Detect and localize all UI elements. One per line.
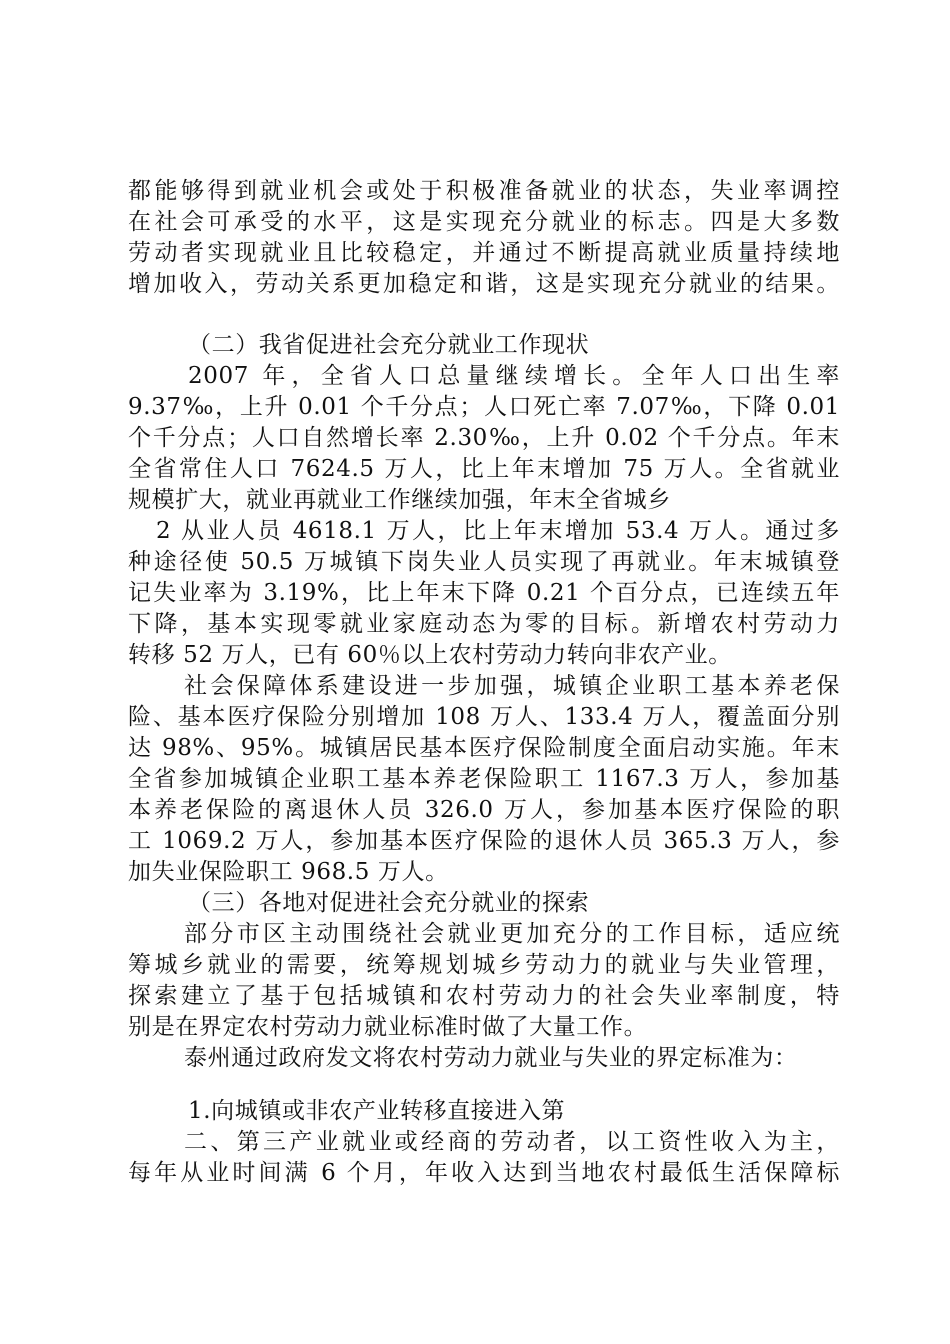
text-line: 达 98%、95%。城镇居民基本医疗保险制度全面启动实施。年末 bbox=[128, 735, 840, 761]
text-line: 个千分点；人口自然增长率 2.30‰，上升 0.02 个千分点。年末 bbox=[128, 425, 840, 451]
spacer bbox=[128, 1074, 840, 1096]
section-heading-2: （二）我省促进社会充分就业工作现状 bbox=[188, 332, 590, 358]
text-line: 每年从业时间满 6 个月，年收入达到当地农村最低生活保障标 bbox=[128, 1160, 840, 1186]
section-heading-3: （三）各地对促进社会充分就业的探索 bbox=[188, 890, 590, 916]
paragraph-6: 泰州通过政府发文将农村劳动力就业与失业的界定标准为： bbox=[184, 1045, 798, 1071]
text-line: 全省常住人口 7624.5 万人，比上年末增加 75 万人。全省就业 bbox=[128, 456, 840, 482]
text-line: 增加收入，劳动关系更加稳定和谐，这是实现充分就业的结果。 bbox=[128, 271, 840, 297]
paragraph-1 bbox=[128, 176, 840, 300]
text-line: 种途径使 50.5 万城镇下岗失业人员实现了再就业。年末城镇登 bbox=[128, 549, 840, 575]
paragraph-7 bbox=[128, 1127, 840, 1189]
text-line: 2007 年，全省人口总量继续增长。全年人口出生率 bbox=[188, 363, 840, 389]
text-line: 规模扩大，就业再就业工作继续加强，年末全省城乡 bbox=[128, 487, 671, 513]
text-line: 二、第三产业就业或经商的劳动者，以工资性收入为主， bbox=[184, 1129, 840, 1155]
text-line: 加失业保险职工 968.5 万人。 bbox=[128, 859, 449, 885]
paragraph-3 bbox=[128, 516, 840, 671]
paragraph-5 bbox=[128, 919, 840, 1043]
text-line: 都能够得到就业机会或处于积极准备就业的状态，失业率调控 bbox=[128, 178, 840, 204]
text-line: 2 从业人员 4618.1 万人，比上年末增加 53.4 万人。通过多 bbox=[156, 518, 840, 544]
text-line: 9.37‰，上升 0.01 个千分点；人口死亡率 7.07‰，下降 0.01 bbox=[128, 394, 840, 420]
text-line: 部分市区主动围绕社会就业更加充分的工作目标，适应统 bbox=[184, 921, 840, 947]
paragraph-4 bbox=[128, 671, 840, 888]
text-line: 社会保障体系建设进一步加强，城镇企业职工基本养老保 bbox=[184, 673, 840, 699]
text-line: 劳动者实现就业且比较稳定，并通过不断提高就业质量持续地 bbox=[128, 240, 840, 266]
text-line: 筹城乡就业的需要，统筹规划城乡劳动力的就业与失业管理， bbox=[128, 952, 840, 978]
text-line: 转移 52 万人，已有 60％以上农村劳动力转向非农产业。 bbox=[128, 642, 732, 668]
text-line: 全省参加城镇企业职工基本养老保险职工 1167.3 万人，参加基 bbox=[128, 766, 840, 792]
text-line: 记失业率为 3.19%，比上年末下降 0.21 个百分点，已连续五年 bbox=[128, 580, 840, 606]
spacer bbox=[128, 300, 840, 330]
text-line: 在社会可承受的水平，这是实现充分就业的标志。四是大多数 bbox=[128, 209, 840, 235]
text-line: 险、基本医疗保险分别增加 108 万人、133.4 万人，覆盖面分别 bbox=[128, 704, 840, 730]
text-line: 下降，基本实现零就业家庭动态为零的目标。新增农村劳动力 bbox=[128, 611, 840, 637]
document-page bbox=[128, 176, 840, 1189]
text-line: 别是在界定农村劳动力就业标准时做了大量工作。 bbox=[128, 1014, 648, 1040]
text-line: 本养老保险的离退休人员 326.0 万人，参加基本医疗保险的职 bbox=[128, 797, 840, 823]
paragraph-2 bbox=[128, 361, 840, 516]
text-line: 探索建立了基于包括城镇和农村劳动力的社会失业率制度，特 bbox=[128, 983, 840, 1009]
list-item-1: 1.向城镇或非农产业转移直接进入第 bbox=[188, 1098, 566, 1124]
text-line: 工 1069.2 万人，参加基本医疗保险的退休人员 365.3 万人，参 bbox=[128, 828, 840, 854]
